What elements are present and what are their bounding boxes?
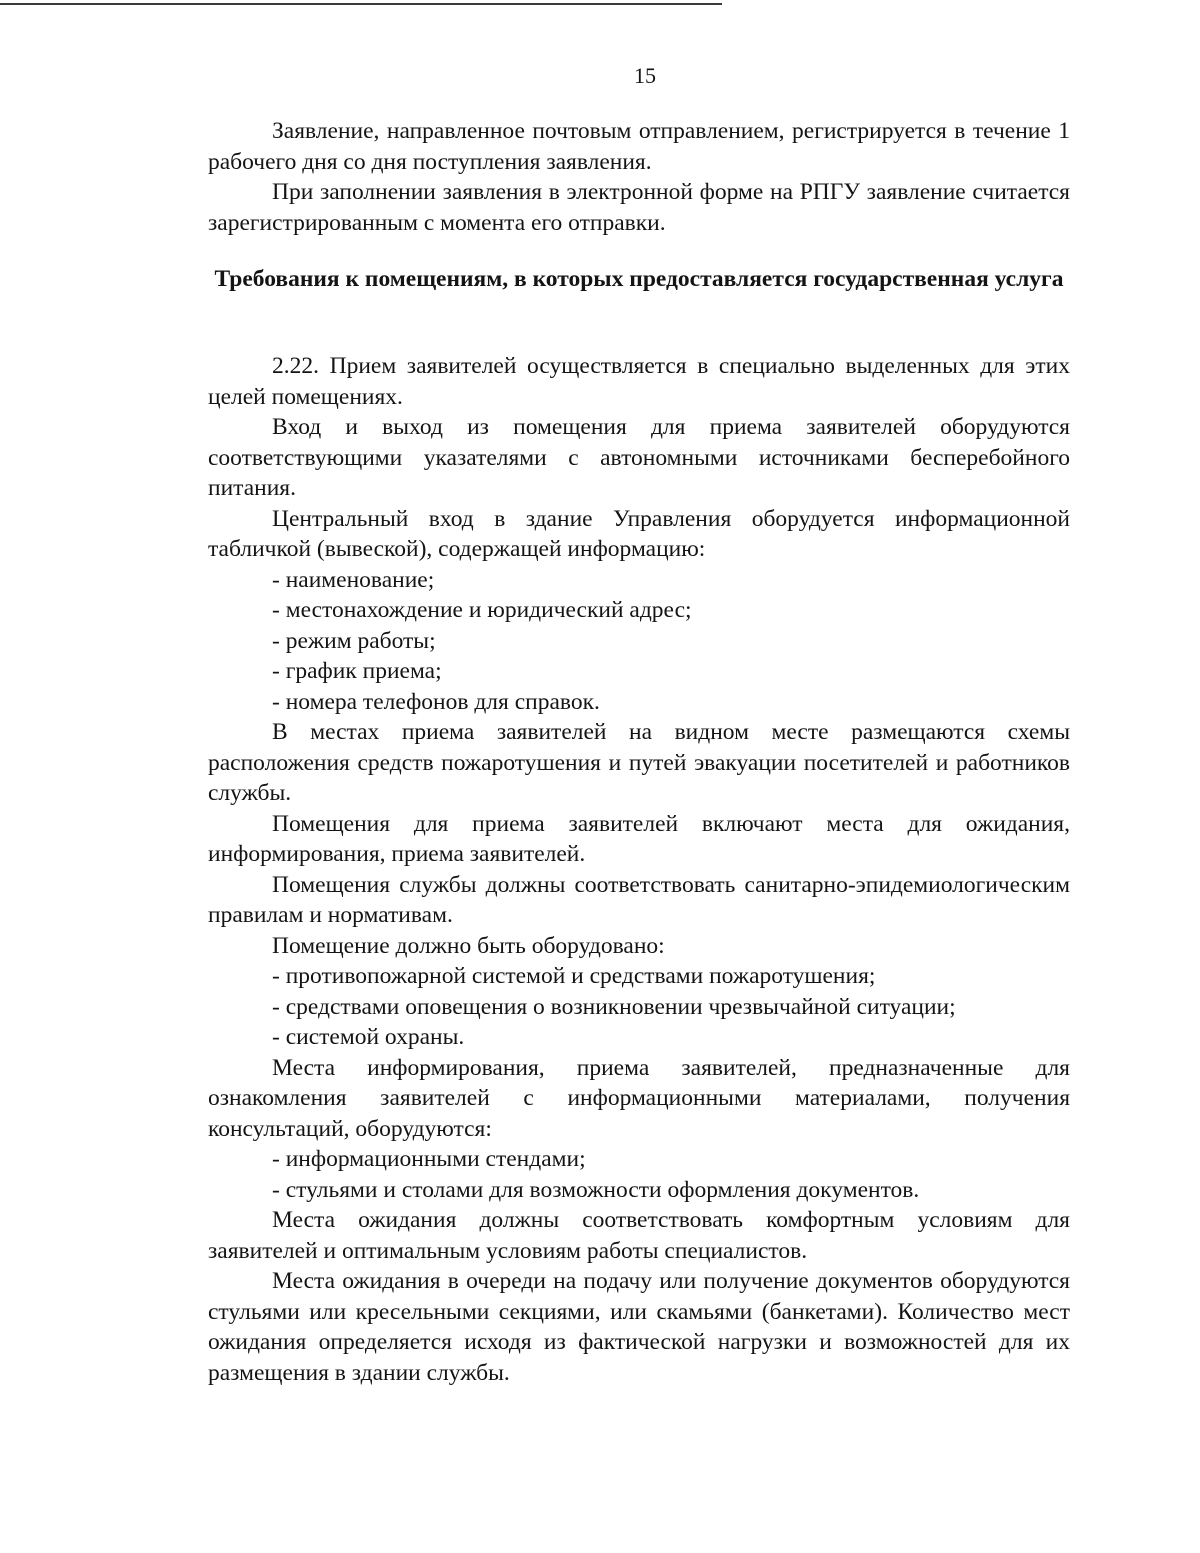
- list-item: - режим работы;: [272, 627, 436, 654]
- section-heading: Требования к помещениям, в которых предоставляется государственная услуга: [214, 266, 1064, 292]
- list-item: - местонахождение и юридический адрес;: [272, 597, 692, 623]
- paragraph: Заявление, направленное почтовым отправлением, регистрируется в течение 1 рабочего дня со дня поступления заявления.: [208, 118, 1070, 175]
- list-item: - противопожарной системой и средствами пожаротушения;: [272, 963, 876, 989]
- page-number: 15: [634, 63, 656, 88]
- body-section: [208, 351, 1070, 1388]
- list-item: - номера телефонов для справок.: [272, 688, 600, 715]
- list-item: - стульями и столами для возможности оформления документов.: [272, 1176, 920, 1203]
- list-item: - системой охраны.: [272, 1024, 465, 1050]
- paragraph: Центральный вход в здание Управления оборудуется информационной табличкой (вывеской), содержащей информацию:: [208, 505, 1070, 562]
- scan-edge-line: [0, 3, 722, 5]
- list-item: - информационными стендами;: [272, 1146, 586, 1172]
- paragraph: Места ожидания в очереди на подачу или получение документов оборудуются стульями или кресельными секциями, или скамьями (банкетами). Количество мест ожидания определяется исходя из фактической нагрузки и возможностей для их размещения в здании службы.: [208, 1268, 1070, 1386]
- paragraph: В местах приема заявителей на видном месте размещаются схемы расположения средств пожаротушения и путей эвакуации посетителей и работников службы.: [208, 719, 1070, 806]
- list-item: - средствами оповещения о возникновении чрезвычайной ситуации;: [272, 993, 956, 1020]
- paragraph: Вход и выход из помещения для приема заявителей оборудуются соответствующими указателями с автономными источниками бесперебойного питания.: [208, 414, 1070, 501]
- intro-section: [208, 116, 1070, 238]
- paragraph: Помещение должно быть оборудовано:: [272, 932, 665, 959]
- list-item: - наименование;: [272, 566, 435, 593]
- paragraph: Помещения для приема заявителей включают места для ожидания, информирования, приема заявителей.: [208, 810, 1070, 867]
- paragraph: При заполнении заявления в электронной форме на РПГУ заявление считается зарегистрированным с момента его отправки.: [208, 179, 1070, 236]
- paragraph: Места ожидания должны соответствовать комфортным условиям для заявителей и оптимальным условиям работы специалистов.: [208, 1207, 1070, 1264]
- paragraph: 2.22. Прием заявителей осуществляется в специально выделенных для этих целей помещениях.: [208, 353, 1070, 410]
- paragraph: Места информирования, приема заявителей, предназначенные для ознакомления заявителей с информационными материалами, получения консультаций, оборудуются:: [208, 1054, 1070, 1142]
- paragraph: Помещения службы должны соответствовать санитарно-эпидемиологическим правилам и нормативам.: [208, 871, 1070, 928]
- list-item: - график приема;: [272, 658, 442, 684]
